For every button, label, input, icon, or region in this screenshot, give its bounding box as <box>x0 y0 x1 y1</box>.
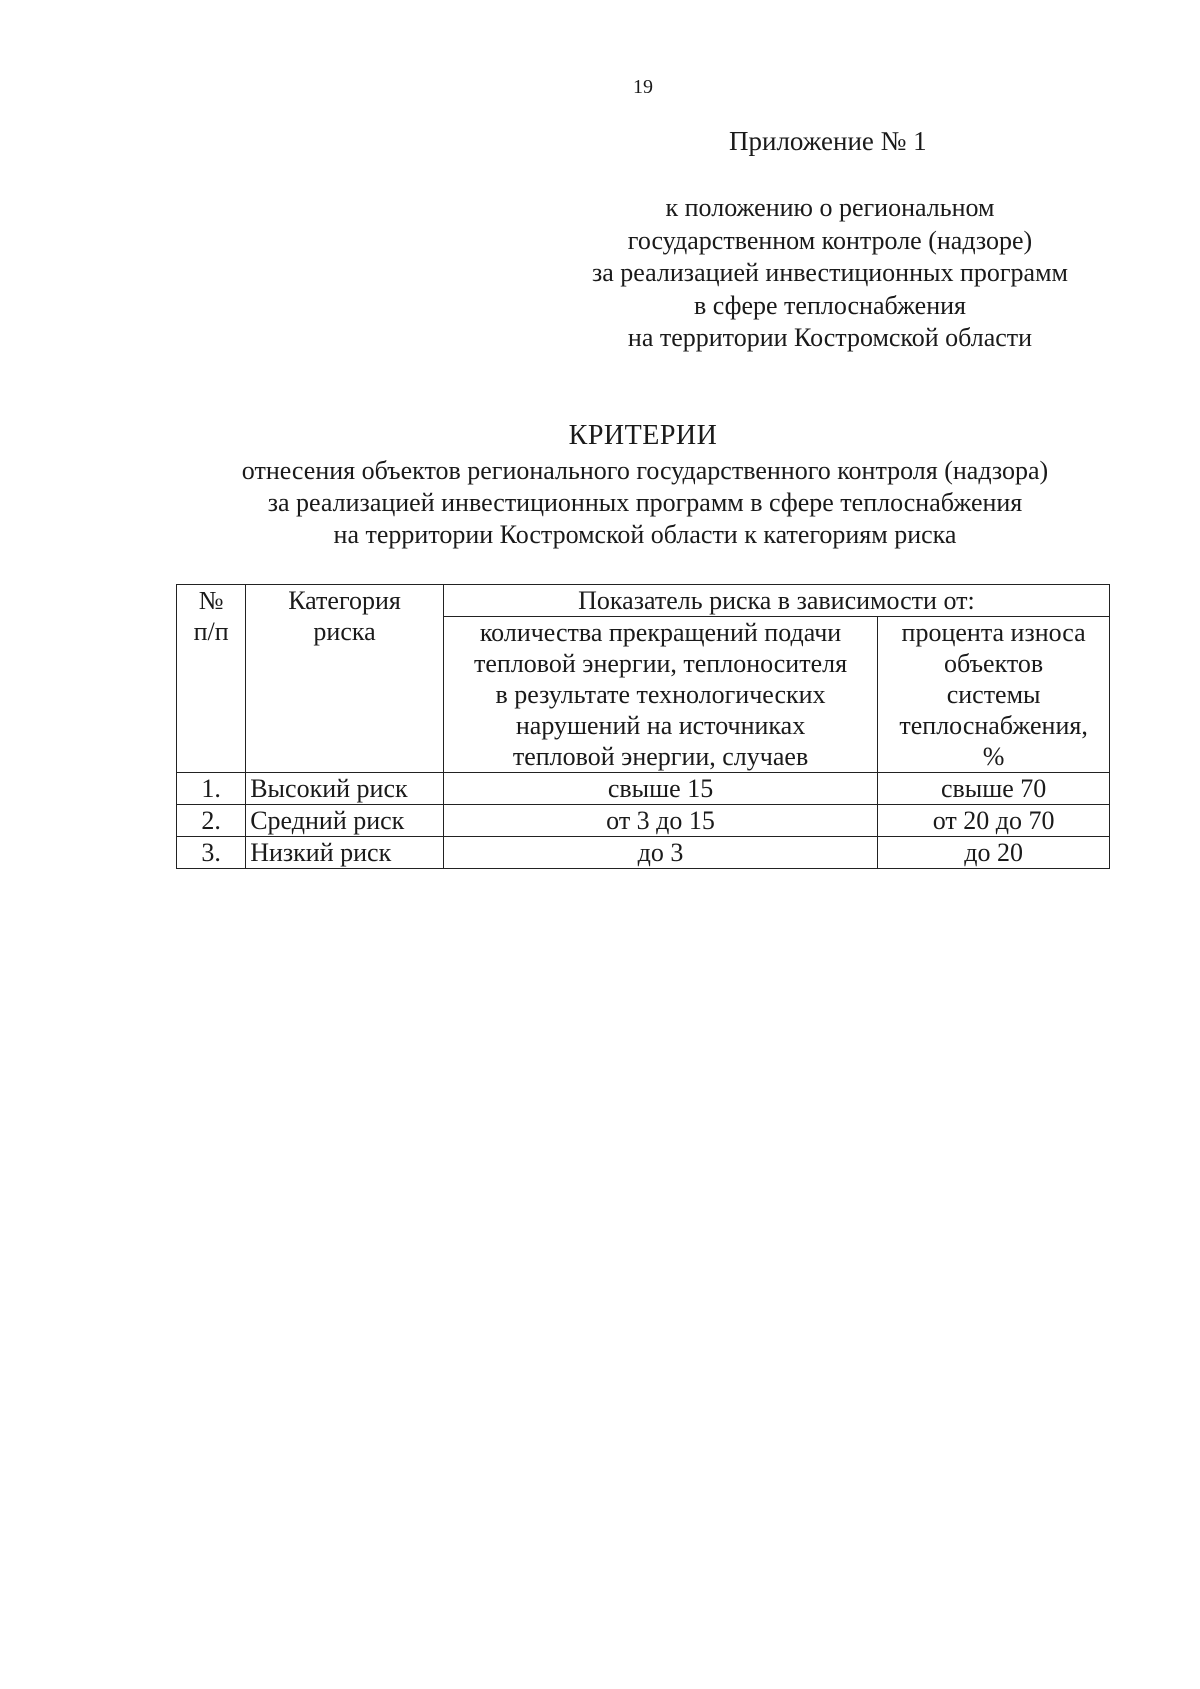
header-wear-line: системы <box>946 680 1041 709</box>
table-header-row <box>177 585 1110 617</box>
header-wear-line: объектов <box>944 649 1044 678</box>
row-num: 2. <box>177 805 246 837</box>
criteria-subtitle-line: за реализацией инвестиционных программ в сфере теплоснабжения <box>267 488 1023 517</box>
row-outage-value: до 3 <box>443 837 877 869</box>
appendix-reference <box>545 192 1115 355</box>
appendix-reference-line: к положению о региональном <box>665 193 995 222</box>
header-category-line: Категория <box>288 586 401 615</box>
header-category <box>246 585 444 773</box>
table-row <box>177 805 1110 837</box>
header-wear-percent <box>878 617 1110 773</box>
row-wear-value: свыше 70 <box>878 773 1110 805</box>
header-outage-count <box>443 617 877 773</box>
appendix-reference-line: в сфере теплоснабжения <box>693 290 967 320</box>
header-num-line: № <box>198 586 224 615</box>
appendix-reference-line: за реализацией инвестиционных программ <box>591 258 1069 287</box>
appendix-title: Приложение № 1 <box>729 126 927 156</box>
header-num-line: п/п <box>193 617 229 646</box>
row-num: 1. <box>177 773 246 805</box>
row-outage-value: свыше 15 <box>443 773 877 805</box>
header-outage-line: в результате технологических <box>495 680 826 709</box>
row-num: 3. <box>177 837 246 869</box>
row-outage-value: от 3 до 15 <box>443 805 877 837</box>
criteria-subtitle-line: отнесения объектов регионального государственного контроля (надзора) <box>241 456 1049 485</box>
header-indicator-group: Показатель риска в зависимости от: <box>443 585 1109 617</box>
header-wear-line: процента износа <box>901 618 1086 647</box>
header-outage-line: тепловой энергии, случаев <box>512 742 809 771</box>
header-num <box>177 585 246 773</box>
row-wear-value: до 20 <box>878 837 1110 869</box>
header-outage-line: количества прекращений подачи <box>479 618 842 647</box>
header-category-line: риска <box>313 617 376 646</box>
header-wear-line: теплоснабжения, <box>899 711 1088 740</box>
row-wear-value: от 20 до 70 <box>878 805 1110 837</box>
criteria-subtitle <box>155 455 1135 551</box>
criteria-heading: КРИТЕРИИ <box>568 420 718 451</box>
table-row <box>177 837 1110 869</box>
row-category: Низкий риск <box>246 837 444 869</box>
header-outage-line: тепловой энергии, теплоносителя <box>474 649 848 678</box>
appendix-reference-line: государственном контроле (надзоре) <box>627 225 1033 255</box>
row-category: Средний риск <box>246 805 444 837</box>
table-row <box>177 773 1110 805</box>
criteria-subtitle-line: на территории Костромской области к категориям риска <box>333 520 957 549</box>
page-number: 19 <box>633 76 653 98</box>
risk-criteria-table <box>176 584 1110 869</box>
appendix-reference-line: на территории Костромской области <box>627 323 1033 352</box>
row-category: Высокий риск <box>246 773 444 805</box>
header-outage-line: нарушений на источниках <box>515 711 806 740</box>
header-wear-line: % <box>982 742 1005 771</box>
